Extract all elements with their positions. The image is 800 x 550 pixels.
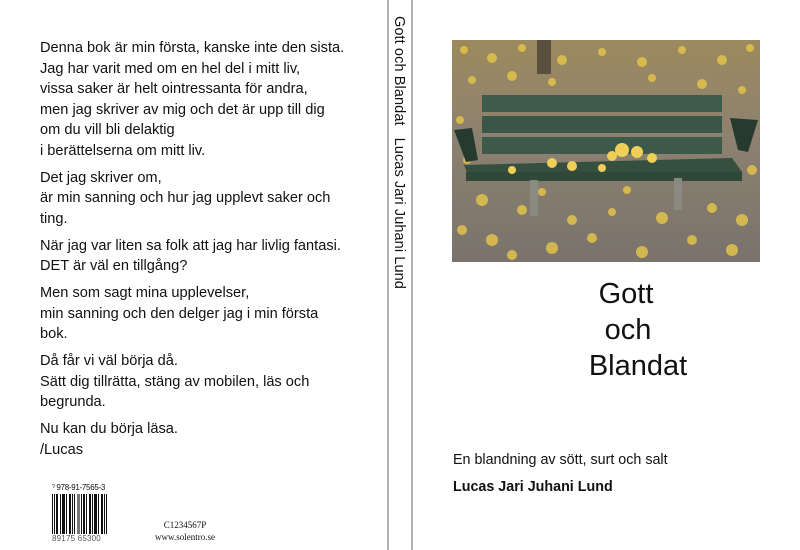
- title-line: Blandat: [588, 350, 688, 382]
- blurb-paragraph-2: [40, 168, 370, 230]
- title-line: Gott: [598, 278, 654, 310]
- blurb-line: Jag har varit med om en hel del i mitt liv,: [40, 60, 301, 77]
- blurb-line: ting.: [40, 210, 68, 227]
- blurb-line: Sätt dig tillrätta, stäng av mobilen, läs och: [40, 373, 310, 390]
- blurb-signature: /Lucas: [40, 441, 83, 458]
- front-cover: [413, 0, 800, 550]
- barcode-bars-icon: [52, 494, 112, 534]
- back-cover: [0, 0, 387, 550]
- publisher-info: [140, 519, 230, 543]
- cover-author: Lucas Jari Juhani Lund: [453, 479, 613, 495]
- cover-title: [533, 276, 733, 384]
- blurb-line: i berättelserna om mitt liv.: [40, 142, 206, 159]
- publisher-website: www.solentro.se: [155, 532, 215, 542]
- isbn-barcode: [52, 483, 112, 545]
- blurb-paragraph-3: [40, 236, 370, 277]
- blurb-line: Då får vi väl börja då.: [40, 353, 178, 369]
- isbn-number: ˀ 978-91-7565-3: [52, 483, 106, 492]
- cover-subtitle: En blandning av sött, surt och salt: [453, 452, 668, 468]
- book-spine: [387, 0, 413, 550]
- blurb-line: om du vill bli delaktig: [40, 122, 175, 138]
- back-cover-blurb: [40, 38, 370, 467]
- blurb-paragraph-5: [40, 351, 370, 413]
- spine-author: Lucas Jari Juhani Lund: [391, 137, 407, 289]
- blurb-line: vissa saker är helt ointressanta för andra,: [40, 81, 308, 97]
- blurb-line: Men som sagt mina upplevelser,: [40, 285, 250, 301]
- spine-title: Gott och Blandat: [391, 16, 407, 126]
- bench-photo-icon: [452, 40, 760, 262]
- cover-photo-bench: [452, 40, 760, 262]
- blurb-line: är min sanning och hur jag upplevt saker och: [40, 190, 331, 206]
- title-line: och: [604, 314, 652, 346]
- blurb-line: DET är väl en tillgång?: [40, 258, 188, 274]
- blurb-line: Denna bok är min första, kanske inte den sista.: [40, 40, 345, 56]
- blurb-line: min sanning och den delger jag i min första: [40, 305, 319, 322]
- blurb-line: När jag var liten sa folk att jag har livlig fantasi.: [40, 237, 341, 254]
- blurb-paragraph-1: [40, 38, 370, 161]
- blurb-line: Nu kan du börja läsa.: [40, 421, 178, 437]
- blurb-line: begrunda.: [40, 394, 106, 410]
- spine-text: [391, 16, 407, 289]
- product-code: C1234567P: [163, 520, 207, 530]
- blurb-line: men jag skriver av mig och det är upp till dig: [40, 101, 325, 118]
- blurb-paragraph-6: [40, 419, 370, 460]
- barcode-digits: 89175 65300: [52, 534, 101, 543]
- blurb-line: Det jag skriver om,: [40, 169, 162, 186]
- blurb-line: bok.: [40, 326, 68, 342]
- blurb-paragraph-4: [40, 283, 370, 345]
